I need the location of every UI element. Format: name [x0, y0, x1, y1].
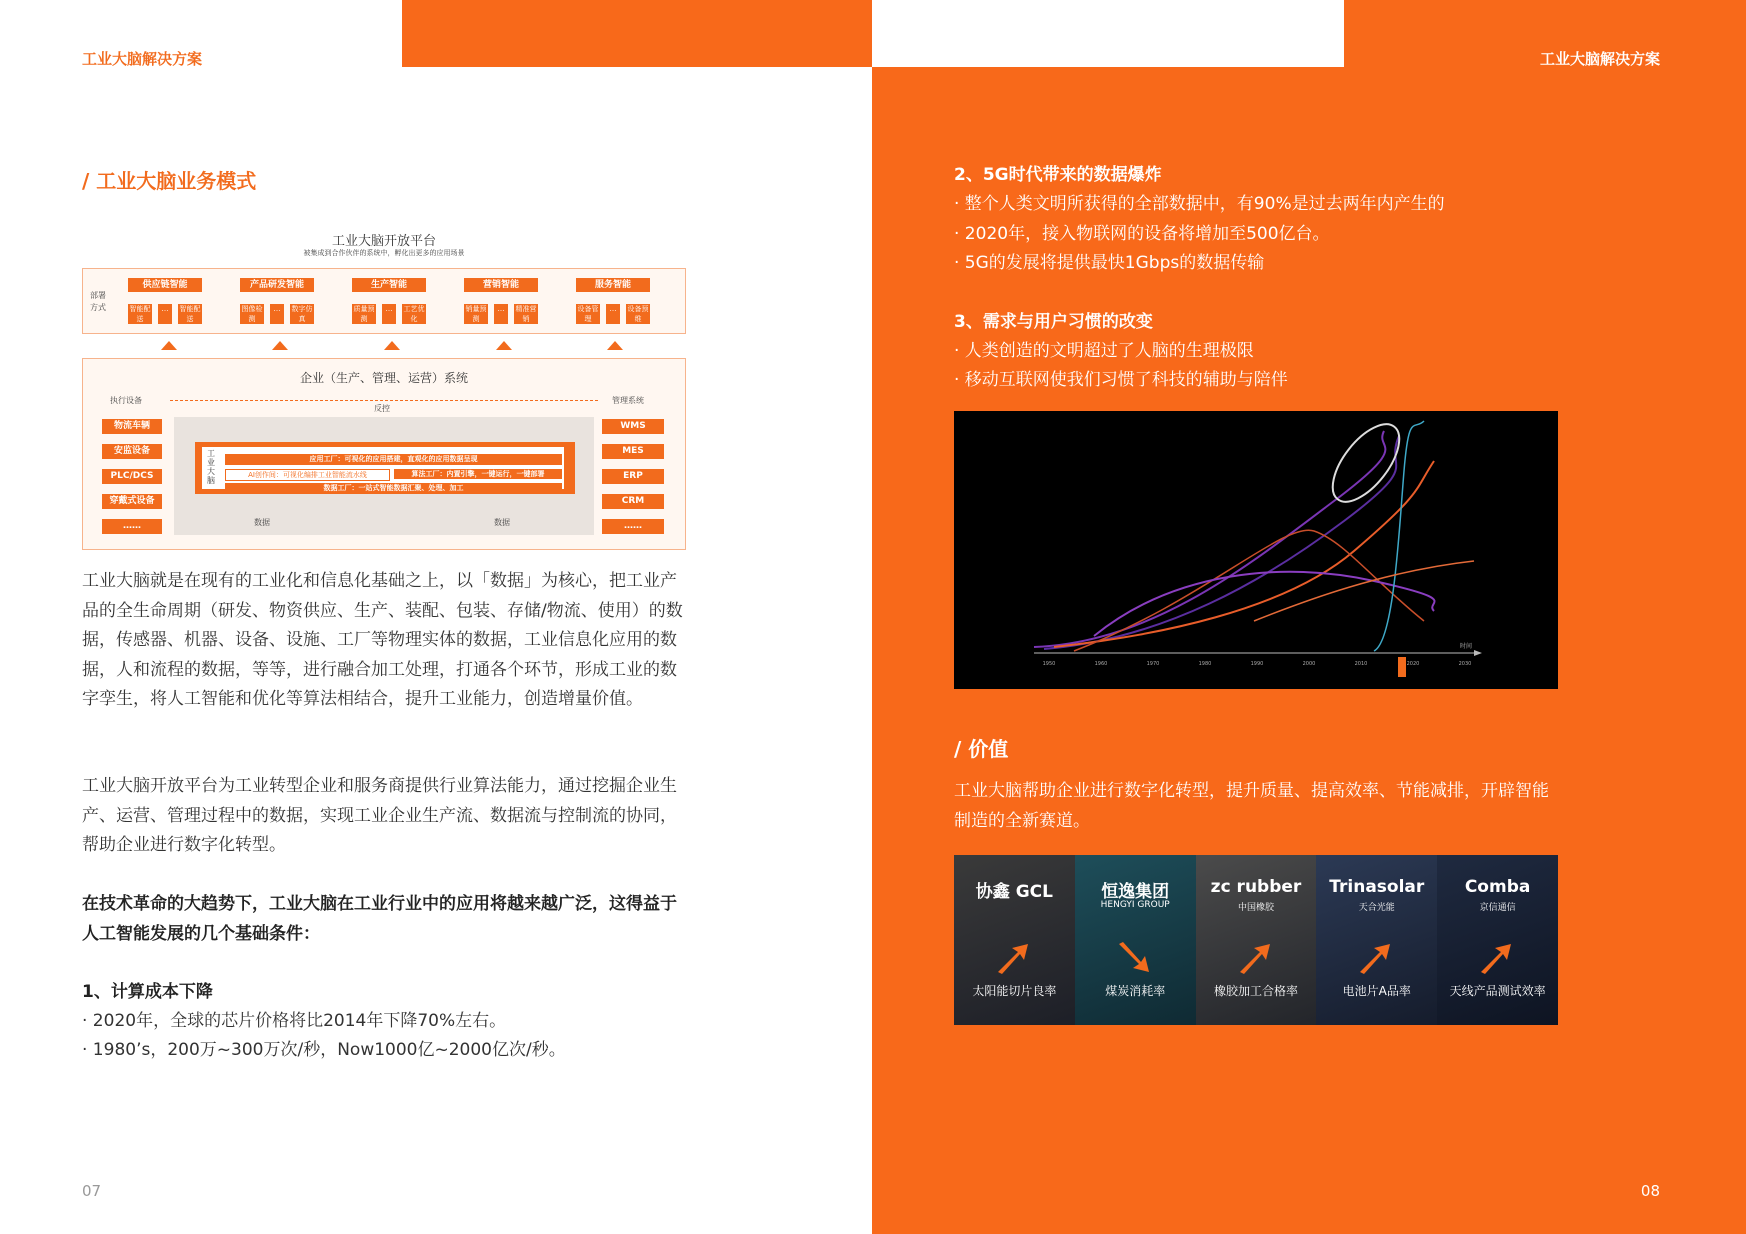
paragraph-definition: 工业大脑就是在现有的工业化和信息化基础之上，以「数据」为核心，把工业产品的全生命周期（研发、物资供应、生产、装配、包装、存储/物流、使用）的数据，传感器、机器、设备、设施、工厂等物理实体的数据，工业信息化应用的数据，人和流程的数据，等等，进行融合加工处理，打通各个环节，形成工业的数字孪生，将人工智能和优化等算法相结合，提升工业能力，创造增量价值。	[82, 571, 683, 709]
list3-title: 3、需求与用户习惯的改变	[954, 312, 1153, 332]
x-ticks	[1043, 661, 1472, 667]
category-item: 销量预测	[465, 305, 487, 323]
customer-brand: Trinasolar	[1329, 877, 1425, 897]
category-header: 生产智能	[352, 278, 426, 292]
trend-curve	[1044, 436, 1399, 649]
decline-arrow-icon	[1115, 940, 1155, 976]
x-tick-label: 1950	[1042, 661, 1056, 667]
data-label-right: 数据	[494, 518, 510, 527]
right-top-accent-bar	[872, 0, 1344, 67]
x-tick-label: 2000	[1302, 661, 1316, 667]
x-tick-label: 1980	[1198, 661, 1212, 667]
up-arrow-icon	[272, 341, 288, 350]
growth-arrow-icon	[1356, 940, 1396, 976]
x-tick-label: 1960	[1094, 661, 1108, 667]
growth-arrow-icon	[1236, 940, 1276, 976]
system-title: 企业（生产、管理、运营）系统	[299, 371, 468, 385]
exec-device: 物流车辆	[102, 419, 162, 434]
section-title-value: / 价值	[954, 737, 1009, 761]
customer-tile-comba	[1437, 855, 1558, 1025]
data-label-left: 数据	[254, 518, 270, 527]
customer-brand: zc rubber	[1210, 877, 1302, 897]
trend-curve	[1094, 572, 1435, 636]
exec-device: 安监设备	[102, 444, 162, 459]
mgmt-systems-label: 管理系统	[612, 396, 644, 405]
up-arrow-icon	[607, 341, 623, 350]
category-item: 智能配送	[129, 305, 151, 323]
list2-item: · 2020年，接入物联网的设备将增加至500亿台。	[954, 224, 1330, 244]
paragraph-platform: 工业大脑开放平台为工业转型企业和服务商提供行业算法能力，通过挖掘企业生产、运营、管理过程中的数据，实现工业企业生产流、数据流与控制流的协同，帮助企业进行数字化转型。	[82, 776, 677, 855]
chart-svg	[954, 411, 1558, 689]
list2-item: · 整个人类文明所获得的全部数据中，有90%是过去两年内产生的	[954, 194, 1445, 214]
current-year-marker	[1398, 657, 1406, 677]
mgmt-system: ERP	[602, 469, 664, 484]
customer-brand: 恒逸集团	[1101, 882, 1170, 902]
category-header: 服务智能	[576, 278, 650, 292]
customer-logo-strip	[954, 855, 1558, 1025]
growth-arrow-icon	[994, 940, 1034, 976]
category-header: 供应链智能	[128, 278, 202, 292]
category-item: 设备预维	[627, 305, 649, 323]
customer-brand-sub: 京信通信	[1479, 903, 1516, 913]
value-paragraph: 工业大脑帮助企业进行数字化转型，提升质量、提高效率、节能减排，开辟智能制造的全新赛道。	[954, 781, 1549, 831]
diagram-subtitle: 被集成到合作伙伴的系统中，孵化出更多的应用场景	[303, 249, 465, 257]
algo-factory: 算法工厂：内置引擎，一键运行，一键部署	[394, 469, 562, 479]
list2-item: · 5G的发展将提供最快1Gbps的数据传输	[954, 253, 1265, 273]
list3-item: · 移动互联网使我们习惯了科技的辅助与陪伴	[954, 370, 1288, 390]
mgmt-system: CRM	[602, 494, 664, 509]
growth-arrow-icon	[1477, 940, 1517, 976]
list1-item: · 2020年，全球的芯片价格将比2014年下降70%左右。	[82, 1011, 507, 1031]
customer-caption: 天线产品测试效率	[1449, 984, 1546, 998]
list2-title: 2、5G时代带来的数据爆炸	[954, 165, 1162, 185]
up-arrow-icon	[496, 341, 512, 350]
category-item: …	[270, 304, 284, 324]
customer-tile-zcrubber	[1196, 855, 1317, 1025]
x-tick-label: 2030	[1458, 661, 1472, 667]
customer-brand-sub: 中国橡胶	[1237, 903, 1274, 913]
app-factory: 应用工厂：可视化的应用搭建，直观化的应用数据呈现	[225, 454, 562, 465]
list1-title: 1、计算成本下降	[82, 982, 213, 1002]
category-header: 营销智能	[464, 278, 538, 292]
customer-brand: Comba	[1464, 877, 1531, 897]
category-item: …	[494, 304, 508, 324]
exec-device: PLC/DCS	[102, 469, 162, 484]
brain-label: 工业大脑	[207, 449, 215, 485]
category-item: 智能配送	[179, 305, 201, 323]
customer-caption: 电池片A品率	[1342, 984, 1411, 998]
category-header: 产品研发智能	[240, 278, 314, 292]
category-item: 工艺优化	[403, 305, 425, 323]
list1-item: · 1980’s，200万~300万次/秒，Now1000亿~2000亿次/秒。	[82, 1040, 566, 1060]
category-item: …	[382, 304, 396, 324]
exec-devices-label: 执行设备	[110, 396, 142, 405]
x-tick-label: 1970	[1146, 661, 1160, 667]
x-axis-arrow-icon	[1474, 650, 1482, 656]
feedback-label: 反控	[374, 404, 390, 413]
mgmt-system: MES	[602, 444, 664, 459]
trend-curve	[1054, 461, 1434, 647]
paragraph-trend: 在技术革命的大趋势下，工业大脑在工业行业中的应用将越来越广泛，这得益于人工智能发展的几个基础条件：	[82, 894, 677, 944]
category-item: 图像检测	[241, 305, 263, 323]
category-item: 数字仿真	[291, 305, 313, 323]
category-item: …	[606, 304, 620, 324]
highlight-ellipse	[1320, 413, 1411, 513]
customer-caption: 太阳能切片良率	[972, 984, 1057, 998]
x-tick-label: 2020	[1406, 661, 1420, 667]
diagram-title: 工业大脑开放平台	[331, 234, 436, 249]
exec-device: 穿戴式设备	[102, 494, 162, 509]
x-tick-label: 1990	[1250, 661, 1264, 667]
category-item: 精准营销	[515, 305, 537, 323]
x-tick-label: 2010	[1354, 661, 1368, 667]
customer-brand: 协鑫 GCL	[975, 882, 1053, 902]
category-item: 设备管理	[577, 305, 599, 323]
customer-tile-hengyi	[1075, 855, 1196, 1025]
category-item: …	[158, 304, 172, 324]
customer-brand-sub: HENGYI GROUP	[1100, 900, 1170, 910]
feedback-line	[170, 400, 598, 401]
trend-curve	[1074, 530, 1424, 651]
data-factory: 数据工厂：一站式智能数据汇聚、处理、加工	[225, 483, 562, 494]
customer-caption: 橡胶加工合格率	[1213, 984, 1298, 998]
category-item: 质量预测	[353, 305, 375, 323]
trend-curve	[1034, 431, 1385, 647]
left-top-accent-bar	[402, 0, 872, 67]
deploy-label: 部署 方式	[90, 291, 106, 312]
exec-device: ……	[102, 519, 162, 534]
customer-brand-sub: 天合光能	[1358, 903, 1395, 913]
left-page-number: 07	[82, 1182, 102, 1200]
left-header-title: 工业大脑解决方案	[82, 50, 203, 68]
ai-workshop: AI创作间：可视化编排工业智能流水线	[225, 469, 390, 481]
customer-tile-gcl	[954, 855, 1075, 1025]
x-axis-label: 时间	[1460, 643, 1473, 650]
right-page-number: 08	[1640, 1182, 1660, 1200]
up-arrow-icon	[384, 341, 400, 350]
list3-item: · 人类创造的文明超过了人脑的生理极限	[954, 341, 1254, 361]
customer-caption: 煤炭消耗率	[1105, 984, 1166, 998]
section-title-business-model: / 工业大脑业务模式	[82, 169, 257, 193]
customer-tile-trinasolar	[1316, 855, 1437, 1025]
tech-growth-chart-image	[954, 411, 1558, 689]
platform-diagram	[82, 228, 686, 550]
up-arrow-icon	[161, 341, 177, 350]
mgmt-system: WMS	[602, 419, 664, 434]
mgmt-system: ……	[602, 519, 664, 534]
trend-curve	[1374, 421, 1424, 651]
right-header-title: 工业大脑解决方案	[1539, 50, 1660, 68]
